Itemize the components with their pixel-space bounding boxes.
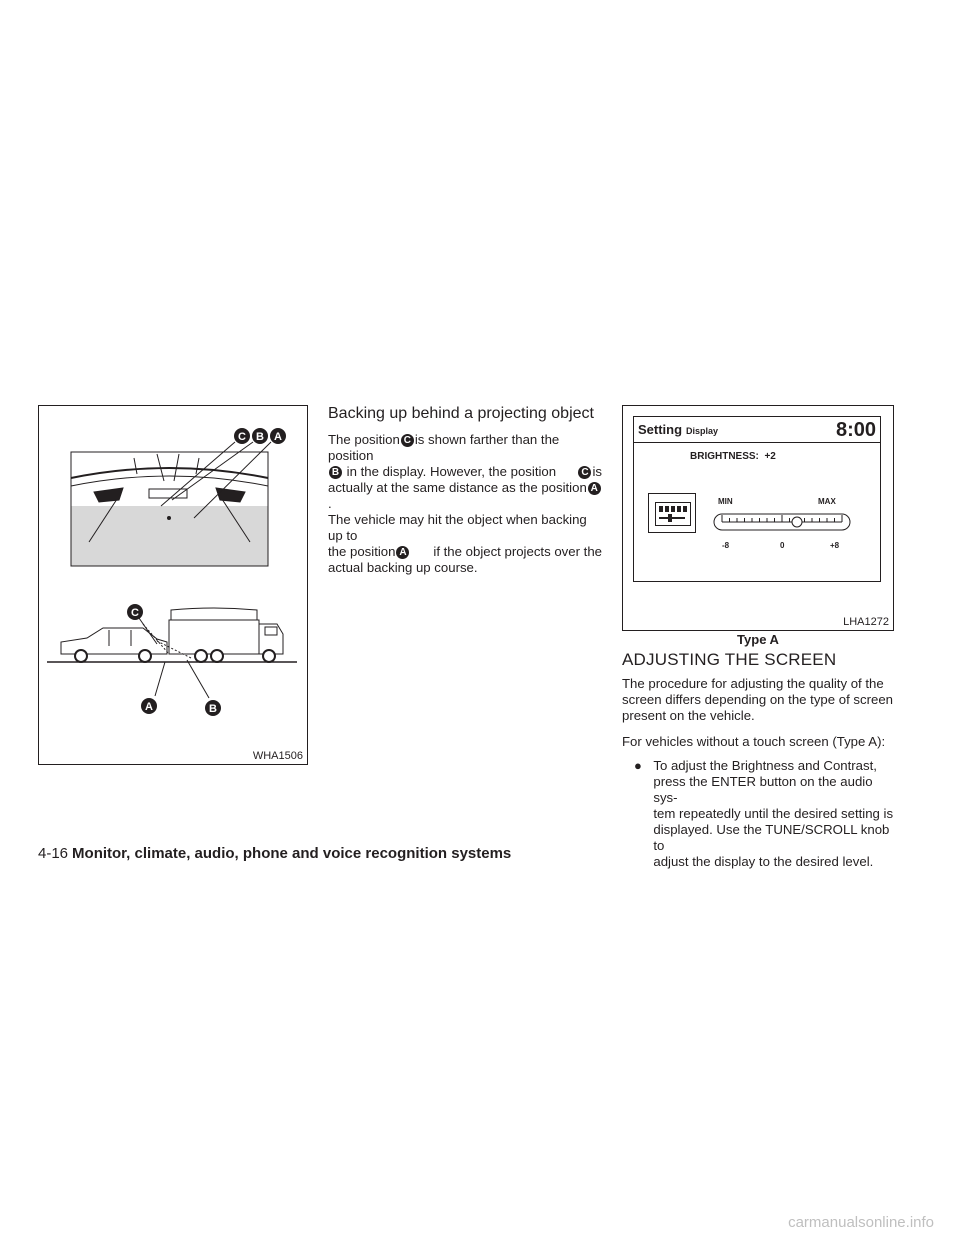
text-line: screen differs depending on the type of screen (622, 692, 894, 707)
screen-clock: 8:00 (835, 419, 876, 441)
section-heading-projecting-object: Backing up behind a projecting object (328, 405, 594, 422)
screen-subtitle: Display (686, 426, 719, 436)
text-fragment: . (328, 496, 332, 511)
brightness-label: BRIGHTNESS: (690, 451, 759, 462)
marker-c: C (401, 434, 414, 447)
text-fragment: if the object projects over the (433, 544, 602, 559)
screen-title: Setting (638, 422, 683, 437)
text-fragment: The position (328, 432, 400, 447)
text-line: press the ENTER button on the audio sys- (653, 774, 873, 805)
text-line: To adjust the Brightness and Contrast, (653, 758, 877, 773)
display-screen (633, 416, 881, 582)
text-line: displayed. Use the TUNE/SCROLL knob to (653, 822, 890, 853)
brightness-icon (648, 493, 696, 533)
camera-display-view (71, 442, 271, 566)
label-a-top: A (274, 431, 282, 443)
slider-min-label: MIN (718, 497, 733, 506)
slider-max-label: MAX (818, 497, 836, 506)
text-line: present on the vehicle. (622, 708, 755, 723)
brightness-slider[interactable] (712, 506, 852, 536)
text-fragment: actually at the same distance as the position (328, 480, 587, 495)
chapter-title: Monitor, climate, audio, phone and voice recognition systems (72, 845, 512, 862)
page-footer (38, 845, 511, 863)
adjusting-intro-paragraph (622, 676, 894, 724)
text-fragment: in the display. However, the position (346, 464, 557, 479)
backing-up-illustration (39, 406, 307, 746)
marker-b: B (329, 466, 342, 479)
scale-mid: 0 (780, 541, 785, 550)
section-body-projecting-object (328, 432, 602, 576)
marker-a: A (588, 482, 601, 495)
marker-c: C (578, 466, 591, 479)
side-view-scene (47, 608, 297, 698)
section-heading-adjusting-screen: ADJUSTING THE SCREEN (622, 650, 837, 669)
text-fragment: is (592, 464, 602, 479)
scale-max: +8 (830, 541, 840, 550)
figure-code: WHA1506 (252, 750, 303, 762)
marker-a: A (396, 546, 409, 559)
bullet-icon: ● (634, 758, 642, 773)
text-fragment: is shown farther than the position (328, 432, 560, 463)
text-line: adjust the display to the desired level. (653, 854, 874, 869)
text-fragment: the position (328, 544, 396, 559)
brightness-readout (690, 451, 776, 462)
scale-min: -8 (722, 541, 730, 550)
list-item (634, 758, 896, 870)
figure-code: LHA1272 (843, 616, 889, 628)
label-b-side: B (209, 703, 217, 715)
label-c-side: C (131, 607, 139, 619)
type-a-paragraph: For vehicles without a touch screen (Type A): (622, 734, 886, 749)
figure-display-setting (622, 405, 894, 631)
screen-header (634, 417, 880, 443)
bullet-list (634, 758, 896, 870)
page-number: 4-16 (38, 845, 69, 862)
label-c-top: C (238, 431, 246, 443)
text-line: tem repeatedly until the desired setting is (653, 806, 894, 821)
watermark: carmanualsonline.info (788, 1214, 934, 1231)
text-fragment: The vehicle may hit the object when backing up to (328, 512, 587, 543)
label-markers-top (234, 428, 286, 444)
figure-caption: Type A (737, 632, 779, 647)
figure-backing-up (38, 405, 308, 765)
text-line: The procedure for adjusting the quality of the (622, 676, 884, 691)
label-a-side: A (145, 701, 153, 713)
text-fragment: actual backing up course. (328, 560, 478, 575)
slider-knob[interactable] (792, 517, 802, 527)
label-b-top: B (256, 431, 264, 443)
brightness-value: +2 (764, 451, 776, 462)
